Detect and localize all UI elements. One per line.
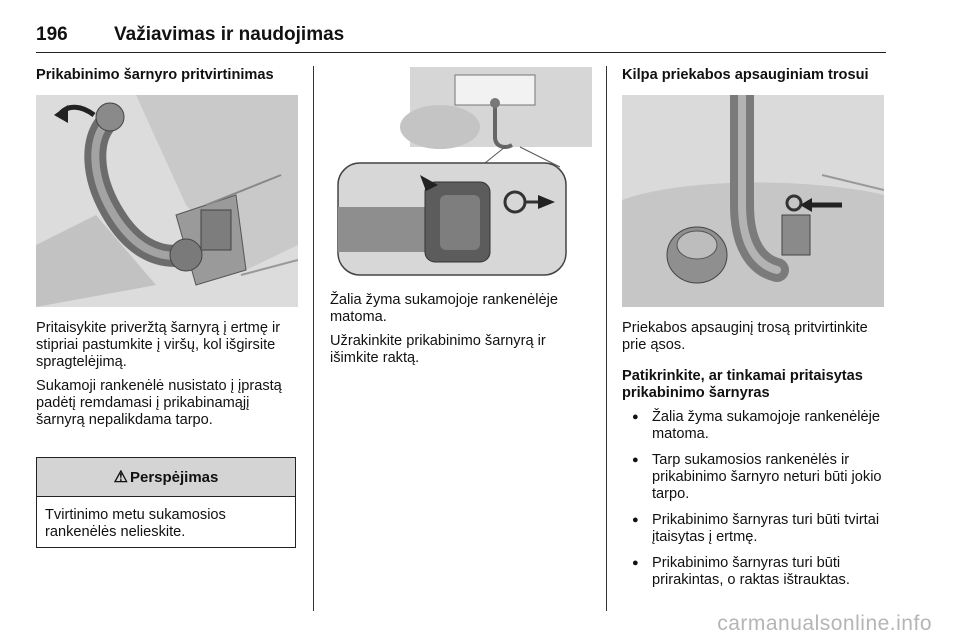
paragraph-attach-cable: Priekabos apsauginį trosą pritvirtinkite prie ąsos. — [622, 320, 868, 353]
column-2-text — [330, 292, 592, 374]
paragraph-insert-hitch: Pritaisykite priveržtą šarnyrą į ertmę ir stipriai pastumkite į viršų, kol išgirsite spragtelėjimą. — [36, 320, 281, 370]
list-item: ● Tarp sukamosios rankenėlės ir prikabinimo šarnyro neturi būti jokio tarpo. — [622, 452, 888, 503]
figure-safety-eye — [622, 95, 884, 307]
column-divider-2 — [606, 66, 607, 611]
list-item: ● Prikabinimo šarnyras turi būti tvirtai įtaisytas į ertmę. — [622, 512, 888, 546]
page-number: 196 — [36, 24, 68, 45]
warning-title: Perspėjimas — [129, 468, 219, 486]
warning-triangle-icon: ⚠ — [113, 469, 128, 486]
column-1-heading-block — [36, 67, 298, 91]
section-heading-safety-eye: Kilpa priekabos apsauginiam trosui — [622, 67, 869, 83]
warning-text: Tvirtinimo metu sukamosios rankenėlės nelieskite. — [45, 507, 226, 540]
column-3-text — [622, 320, 888, 598]
paragraph-knob-position: Sukamoji rankenėlė nusistato į įprastą padėtį remdamasi į prikabinamąjį šarnyrą nepalikdama tarpo. — [36, 378, 282, 428]
section-heading-check: Patikrinkite, ar tinkamai pritaisytas prikabinimo šarnyras — [622, 368, 863, 401]
column-3-heading-block — [622, 67, 888, 91]
figure-hitch-insertion — [36, 95, 298, 307]
paragraph-green-mark: Žalia žyma sukamojoje rankenėlėje matoma. — [330, 292, 558, 325]
page-header — [36, 18, 886, 53]
column-1-text — [36, 320, 298, 436]
list-item: ● Žalia žyma sukamojoje rankenėlėje matoma. — [622, 409, 888, 443]
safety-eye-illustration — [622, 95, 884, 307]
watermark: carmanualsonline.info — [717, 612, 932, 635]
column-divider-1 — [313, 66, 314, 611]
paragraph-lock-remove-key: Užrakinkite prikabinimo šarnyrą ir išimkite raktą. — [330, 333, 546, 366]
hitch-insertion-illustration — [36, 95, 298, 307]
warning-header — [37, 458, 295, 497]
chapter-title: Važiavimas ir naudojimas — [114, 24, 345, 45]
figure-lock-key — [330, 67, 592, 279]
lock-key-illustration — [330, 67, 592, 279]
warning-box — [36, 457, 296, 548]
list-item: ● Prikabinimo šarnyras turi būti prirakintas, o raktas ištrauktas. — [622, 555, 888, 589]
check-list — [622, 409, 888, 589]
section-heading-attach: Prikabinimo šarnyro pritvirtinimas — [36, 67, 274, 83]
